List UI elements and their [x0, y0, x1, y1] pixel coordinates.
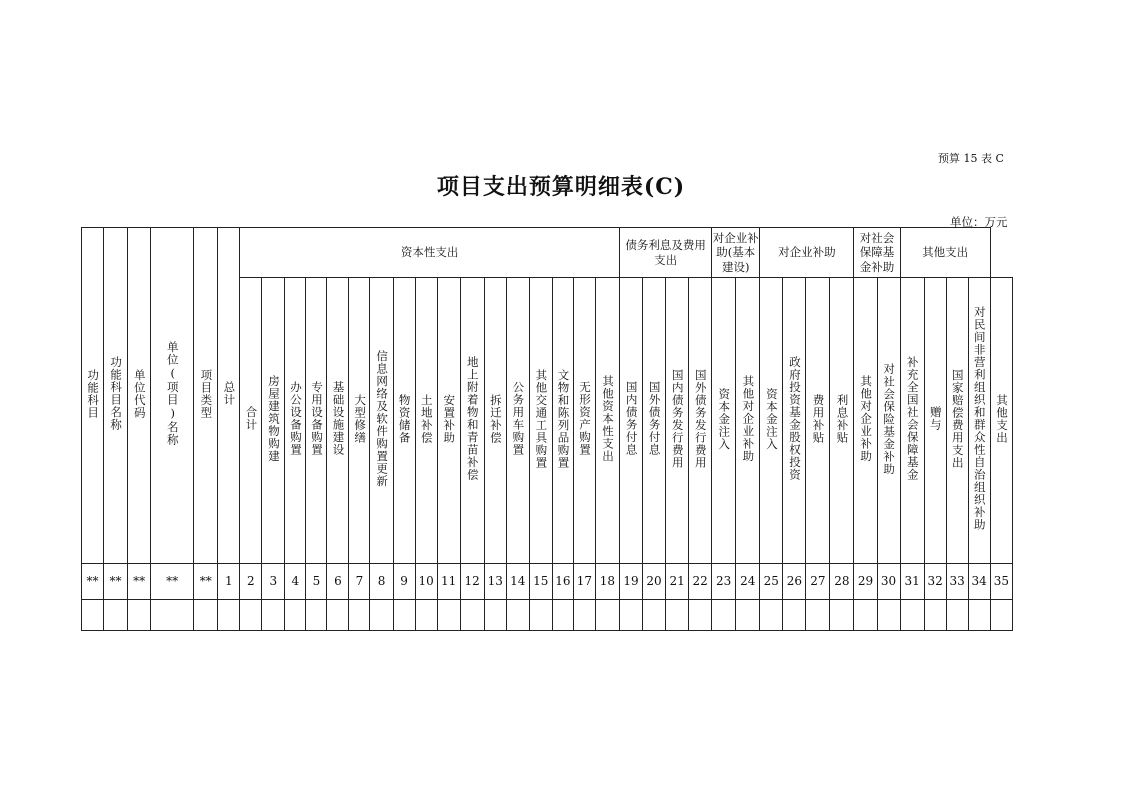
- empty-cell: [760, 600, 783, 631]
- empty-cell: [666, 600, 689, 631]
- code-cell: 15: [529, 564, 552, 600]
- empty-cell: [552, 600, 573, 631]
- code-cell: 9: [393, 564, 415, 600]
- sub-header-cell: 信息网络及软件购置更新: [370, 278, 393, 564]
- empty-cell: [218, 600, 240, 631]
- code-cell: 29: [854, 564, 877, 600]
- sub-header-cell: 无形资产购置: [573, 278, 595, 564]
- empty-cell: [830, 600, 854, 631]
- header-function-subject-name: 功能科目名称: [104, 228, 128, 564]
- code-cell: 35: [990, 564, 1012, 600]
- code-cell: 18: [595, 564, 619, 600]
- sub-header-cell: 国家赔偿费用支出: [946, 278, 968, 564]
- empty-cell: [877, 600, 900, 631]
- empty-cell: [619, 600, 642, 631]
- header-total: 总计: [218, 228, 240, 564]
- empty-cell: [306, 600, 327, 631]
- empty-cell: [327, 600, 349, 631]
- group-header-other: 其他支出: [900, 228, 990, 278]
- code-cell: 16: [552, 564, 573, 600]
- header-unit-code: 单位代码: [128, 228, 151, 564]
- empty-cell: [990, 600, 1012, 631]
- sub-header-cell: 其他对企业补助: [854, 278, 877, 564]
- code-cell: 11: [437, 564, 460, 600]
- group-header-social-security: 对社会保障基金补助: [854, 228, 900, 278]
- sub-header-cell: 拆迁补偿: [484, 278, 506, 564]
- header-unit-name: 单位(项目)名称: [151, 228, 194, 564]
- sub-header-cell: 其他对企业补助: [736, 278, 760, 564]
- group-header-enterprise: 对企业补助: [760, 228, 854, 278]
- code-cell: 8: [370, 564, 393, 600]
- empty-cell: [484, 600, 506, 631]
- empty-cell: [529, 600, 552, 631]
- empty-cell: [104, 600, 128, 631]
- sub-header-cell: 其他支出: [990, 278, 1012, 564]
- code-cell: **: [104, 564, 128, 600]
- sub-header-cell: 利息补贴: [830, 278, 854, 564]
- empty-cell: [393, 600, 415, 631]
- form-number: 预算 15 表 C: [938, 152, 1004, 165]
- code-cell: 13: [484, 564, 506, 600]
- empty-cell: [460, 600, 484, 631]
- empty-cell: [900, 600, 924, 631]
- sub-header-cell: 国外债务发行费用: [689, 278, 712, 564]
- code-cell: **: [194, 564, 218, 600]
- header-function-subject: 功能科目: [82, 228, 104, 564]
- empty-cell: [194, 600, 218, 631]
- sub-header-cell: 土地补偿: [415, 278, 437, 564]
- group-header-capital: 资本性支出: [240, 228, 620, 278]
- empty-cell: [783, 600, 806, 631]
- sub-header-cell: 专用设备购置: [306, 278, 327, 564]
- empty-cell: [285, 600, 306, 631]
- sub-header-cell: 对民间非营利组织和群众性自治组织补助: [968, 278, 990, 564]
- code-cell: 4: [285, 564, 306, 600]
- sub-header-cell: 合计: [240, 278, 262, 564]
- empty-cell: [968, 600, 990, 631]
- sub-header-cell: 对社会保险基金补助: [877, 278, 900, 564]
- code-cell: 10: [415, 564, 437, 600]
- code-cell: 33: [946, 564, 968, 600]
- sub-header-cell: 国内债务发行费用: [666, 278, 689, 564]
- sub-header-cell: 物资储备: [393, 278, 415, 564]
- code-cell: 34: [968, 564, 990, 600]
- sub-header-cell: 资本金注入: [712, 278, 736, 564]
- code-cell: 26: [783, 564, 806, 600]
- empty-cell: [437, 600, 460, 631]
- group-header-debt: 债务利息及费用支出: [619, 228, 711, 278]
- code-cell: 20: [643, 564, 666, 600]
- code-cell: 17: [573, 564, 595, 600]
- code-cell: 28: [830, 564, 854, 600]
- empty-cell: [643, 600, 666, 631]
- sub-header-cell: 其他资本性支出: [595, 278, 619, 564]
- empty-cell: [946, 600, 968, 631]
- code-cell: 30: [877, 564, 900, 600]
- sub-header-cell: 地上附着物和青苗补偿: [460, 278, 484, 564]
- code-cell: 24: [736, 564, 760, 600]
- empty-cell: [82, 600, 104, 631]
- code-cell: **: [128, 564, 151, 600]
- empty-cell: [506, 600, 529, 631]
- empty-cell: [736, 600, 760, 631]
- sub-header-cell: 其他交通工具购置: [529, 278, 552, 564]
- sub-header-cell: 大型修缮: [349, 278, 370, 564]
- empty-cell: [712, 600, 736, 631]
- code-cell: 1: [218, 564, 240, 600]
- code-cell: 22: [689, 564, 712, 600]
- empty-cell: [128, 600, 151, 631]
- code-cell: 19: [619, 564, 642, 600]
- sub-header-cell: 补充全国社会保障基金: [900, 278, 924, 564]
- code-cell: **: [151, 564, 194, 600]
- code-cell: 2: [240, 564, 262, 600]
- sub-header-cell: 文物和陈列品购置: [552, 278, 573, 564]
- sub-header-cell: 费用补贴: [806, 278, 830, 564]
- code-cell: 3: [262, 564, 285, 600]
- sub-header-cell: 办公设备购置: [285, 278, 306, 564]
- budget-table: [81, 227, 1013, 631]
- code-cell: 12: [460, 564, 484, 600]
- sub-header-cell: 国内债务付息: [619, 278, 642, 564]
- code-cell: 6: [327, 564, 349, 600]
- empty-cell: [573, 600, 595, 631]
- sub-header-cell: 国外债务付息: [643, 278, 666, 564]
- sub-header-cell: 安置补助: [437, 278, 460, 564]
- empty-cell: [349, 600, 370, 631]
- empty-cell: [370, 600, 393, 631]
- empty-cell: [806, 600, 830, 631]
- code-cell: 27: [806, 564, 830, 600]
- empty-cell: [924, 600, 946, 631]
- code-cell: 31: [900, 564, 924, 600]
- empty-cell: [262, 600, 285, 631]
- header-project-type: 项目类型: [194, 228, 218, 564]
- code-cell: 21: [666, 564, 689, 600]
- page-title: 项目支出预算明细表(C): [436, 174, 686, 200]
- code-cell: 25: [760, 564, 783, 600]
- sub-header-cell: 基础设施建设: [327, 278, 349, 564]
- empty-cell: [595, 600, 619, 631]
- code-cell: 7: [349, 564, 370, 600]
- code-cell: 32: [924, 564, 946, 600]
- empty-cell: [415, 600, 437, 631]
- code-cell: 5: [306, 564, 327, 600]
- sub-header-cell: 房屋建筑物购建: [262, 278, 285, 564]
- sub-header-cell: 公务用车购置: [506, 278, 529, 564]
- group-header-enterprise-capital: 对企业补助(基本建设): [712, 228, 760, 278]
- empty-cell: [854, 600, 877, 631]
- sub-header-cell: 政府投资基金股权投资: [783, 278, 806, 564]
- code-cell: 23: [712, 564, 736, 600]
- code-cell: 14: [506, 564, 529, 600]
- empty-cell: [689, 600, 712, 631]
- unit-label: 单位：万元: [950, 215, 1008, 229]
- sub-header-cell: 资本金注入: [760, 278, 783, 564]
- sub-header-cell: 赠与: [924, 278, 946, 564]
- empty-cell: [240, 600, 262, 631]
- code-cell: **: [82, 564, 104, 600]
- empty-cell: [151, 600, 194, 631]
